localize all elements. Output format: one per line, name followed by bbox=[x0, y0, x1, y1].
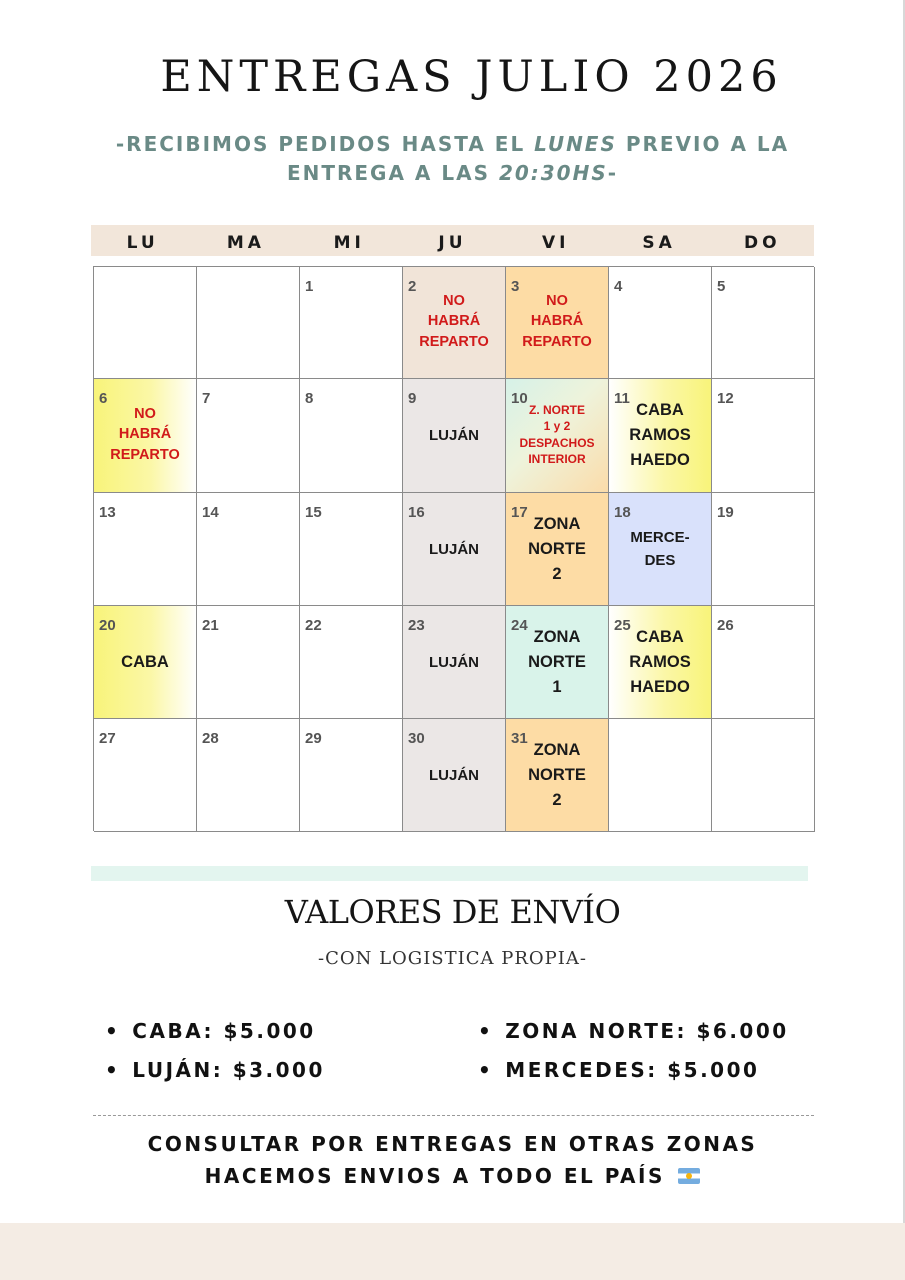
delivery-label: CABA bbox=[121, 652, 169, 671]
day-number: 30 bbox=[408, 730, 425, 747]
day-number: 5 bbox=[717, 278, 726, 295]
delivery-label: NO HABRÁ REPARTO bbox=[110, 405, 180, 463]
calendar-cell-lujan bbox=[403, 493, 506, 606]
calendar-cell-zona-norte bbox=[506, 379, 609, 493]
day-number: 13 bbox=[99, 504, 116, 521]
footer-line-2-text: HACEMOS ENVIOS A TODO EL PAÍS bbox=[204, 1164, 665, 1188]
shipping-rates-subtitle: -CON LOGISTICA PROPIA- bbox=[318, 948, 587, 969]
calendar-cell-zona-norte bbox=[506, 493, 609, 606]
calendar-cell bbox=[609, 267, 712, 379]
weekday-mi: MI bbox=[333, 233, 365, 253]
weekday-ju: JU bbox=[438, 233, 467, 253]
day-number: 24 bbox=[511, 617, 528, 634]
calendar-cell-zona-norte bbox=[506, 606, 609, 719]
footer-line-1: CONSULTAR POR ENTREGAS EN OTRAS ZONAS bbox=[147, 1132, 758, 1156]
delivery-label: ZONA NORTE 1 bbox=[528, 627, 586, 696]
deadline-day: LUNES bbox=[534, 132, 617, 156]
calendar-cell bbox=[712, 493, 815, 606]
day-number: 25 bbox=[614, 617, 631, 634]
delivery-label: ZONA NORTE 2 bbox=[528, 514, 586, 583]
calendar-cell-zona-norte bbox=[506, 719, 609, 832]
calendar-cell bbox=[300, 606, 403, 719]
bottom-band bbox=[0, 1223, 905, 1280]
calendar-cell bbox=[609, 719, 712, 832]
calendar-cell bbox=[300, 493, 403, 606]
day-number: 2 bbox=[408, 278, 417, 295]
calendar-cell bbox=[712, 719, 815, 832]
weekday-vi: VI bbox=[542, 233, 570, 253]
calendar-cell bbox=[197, 379, 300, 493]
calendar-cell-no-delivery bbox=[506, 267, 609, 379]
delivery-label: CABA RAMOS HAEDO bbox=[629, 401, 691, 469]
delivery-label: Z. NORTE 1 y 2 DESPACHOS INTERIOR bbox=[519, 402, 595, 466]
dashed-divider bbox=[93, 1115, 814, 1116]
day-number: 8 bbox=[305, 390, 314, 407]
calendar-cell bbox=[197, 719, 300, 832]
calendar-cell-lujan bbox=[403, 379, 506, 493]
calendar-cell bbox=[94, 493, 197, 606]
calendar-cell bbox=[94, 267, 197, 379]
day-number: 11 bbox=[614, 390, 630, 407]
weekday-lu: LU bbox=[126, 233, 159, 253]
weekday-do: DO bbox=[744, 233, 781, 253]
calendar-cell-lujan bbox=[403, 719, 506, 832]
weekday-ma: MA bbox=[226, 233, 265, 253]
day-number: 4 bbox=[614, 278, 623, 295]
footer-line-2 bbox=[0, 1164, 905, 1188]
section-divider-bar bbox=[91, 866, 808, 881]
day-number: 16 bbox=[408, 504, 425, 521]
order-deadline-note bbox=[95, 130, 810, 188]
calendar-grid bbox=[93, 266, 814, 831]
day-number: 10 bbox=[511, 390, 528, 407]
day-number: 28 bbox=[202, 730, 219, 747]
day-number: 1 bbox=[305, 278, 314, 295]
day-number: 20 bbox=[99, 617, 116, 634]
delivery-label: MERCE- DES bbox=[630, 529, 690, 569]
day-number: 21 bbox=[202, 617, 219, 634]
weekday-sa: SA bbox=[642, 233, 676, 253]
price-caba: • CABA: $5.000 bbox=[105, 1019, 316, 1043]
calendar-cell bbox=[712, 379, 815, 493]
delivery-label: LUJÁN bbox=[428, 653, 479, 671]
deadline-time: 20:30HS bbox=[498, 161, 608, 185]
delivery-label: LUJÁN bbox=[428, 766, 479, 784]
deadline-text-3: - bbox=[607, 161, 619, 185]
calendar-cell bbox=[712, 606, 815, 719]
day-number: 27 bbox=[99, 730, 116, 747]
calendar-cell-no-delivery bbox=[403, 267, 506, 379]
calendar-cell-mercedes bbox=[609, 493, 712, 606]
day-number: 15 bbox=[305, 504, 322, 521]
day-number: 9 bbox=[408, 390, 417, 407]
argentina-flag-icon bbox=[678, 1168, 700, 1184]
delivery-label: LUJÁN bbox=[428, 540, 479, 558]
page-title: ENTREGAS JULIO 2026 bbox=[160, 52, 783, 102]
delivery-label: NO HABRÁ REPARTO bbox=[419, 292, 489, 350]
calendar-cell-caba bbox=[609, 606, 712, 719]
day-number: 3 bbox=[511, 278, 520, 295]
day-number: 31 bbox=[511, 730, 528, 747]
deadline-text-2: PREVIO A LA ENTREGA A LAS bbox=[286, 132, 790, 185]
calendar-cell bbox=[300, 379, 403, 493]
weekday-header bbox=[91, 225, 814, 256]
calendar-cell bbox=[300, 267, 403, 379]
calendar-cell bbox=[300, 719, 403, 832]
delivery-label: CABA RAMOS HAEDO bbox=[629, 627, 691, 696]
day-number: 6 bbox=[99, 390, 108, 407]
price-lujan: • LUJÁN: $3.000 bbox=[105, 1058, 325, 1082]
day-number: 22 bbox=[305, 617, 322, 634]
day-number: 18 bbox=[614, 504, 631, 521]
day-number: 12 bbox=[717, 390, 734, 407]
price-mercedes: • MERCEDES: $5.000 bbox=[478, 1058, 759, 1082]
calendar-cell bbox=[197, 267, 300, 379]
deadline-text-1: -RECIBIMOS PEDIDOS HASTA EL bbox=[115, 132, 535, 156]
day-number: 19 bbox=[717, 504, 734, 521]
day-number: 23 bbox=[408, 617, 425, 634]
calendar-cell bbox=[197, 606, 300, 719]
day-number: 7 bbox=[202, 390, 211, 407]
calendar-cell-no-delivery bbox=[94, 379, 197, 493]
day-number: 17 bbox=[511, 504, 528, 521]
shipping-rates-title: VALORES DE ENVÍO bbox=[284, 893, 621, 931]
day-number: 29 bbox=[305, 730, 322, 747]
calendar-cell bbox=[712, 267, 815, 379]
calendar-cell bbox=[94, 719, 197, 832]
calendar-cell-caba bbox=[609, 379, 712, 493]
delivery-label: NO HABRÁ REPARTO bbox=[522, 292, 592, 350]
day-number: 26 bbox=[717, 617, 734, 634]
price-zona-norte: • ZONA NORTE: $6.000 bbox=[478, 1019, 789, 1043]
calendar-cell-lujan bbox=[403, 606, 506, 719]
day-number: 14 bbox=[202, 504, 219, 521]
calendar-cell bbox=[197, 493, 300, 606]
calendar-cell-caba bbox=[94, 606, 197, 719]
delivery-label: ZONA NORTE 2 bbox=[528, 740, 586, 809]
delivery-label: LUJÁN bbox=[428, 427, 479, 444]
